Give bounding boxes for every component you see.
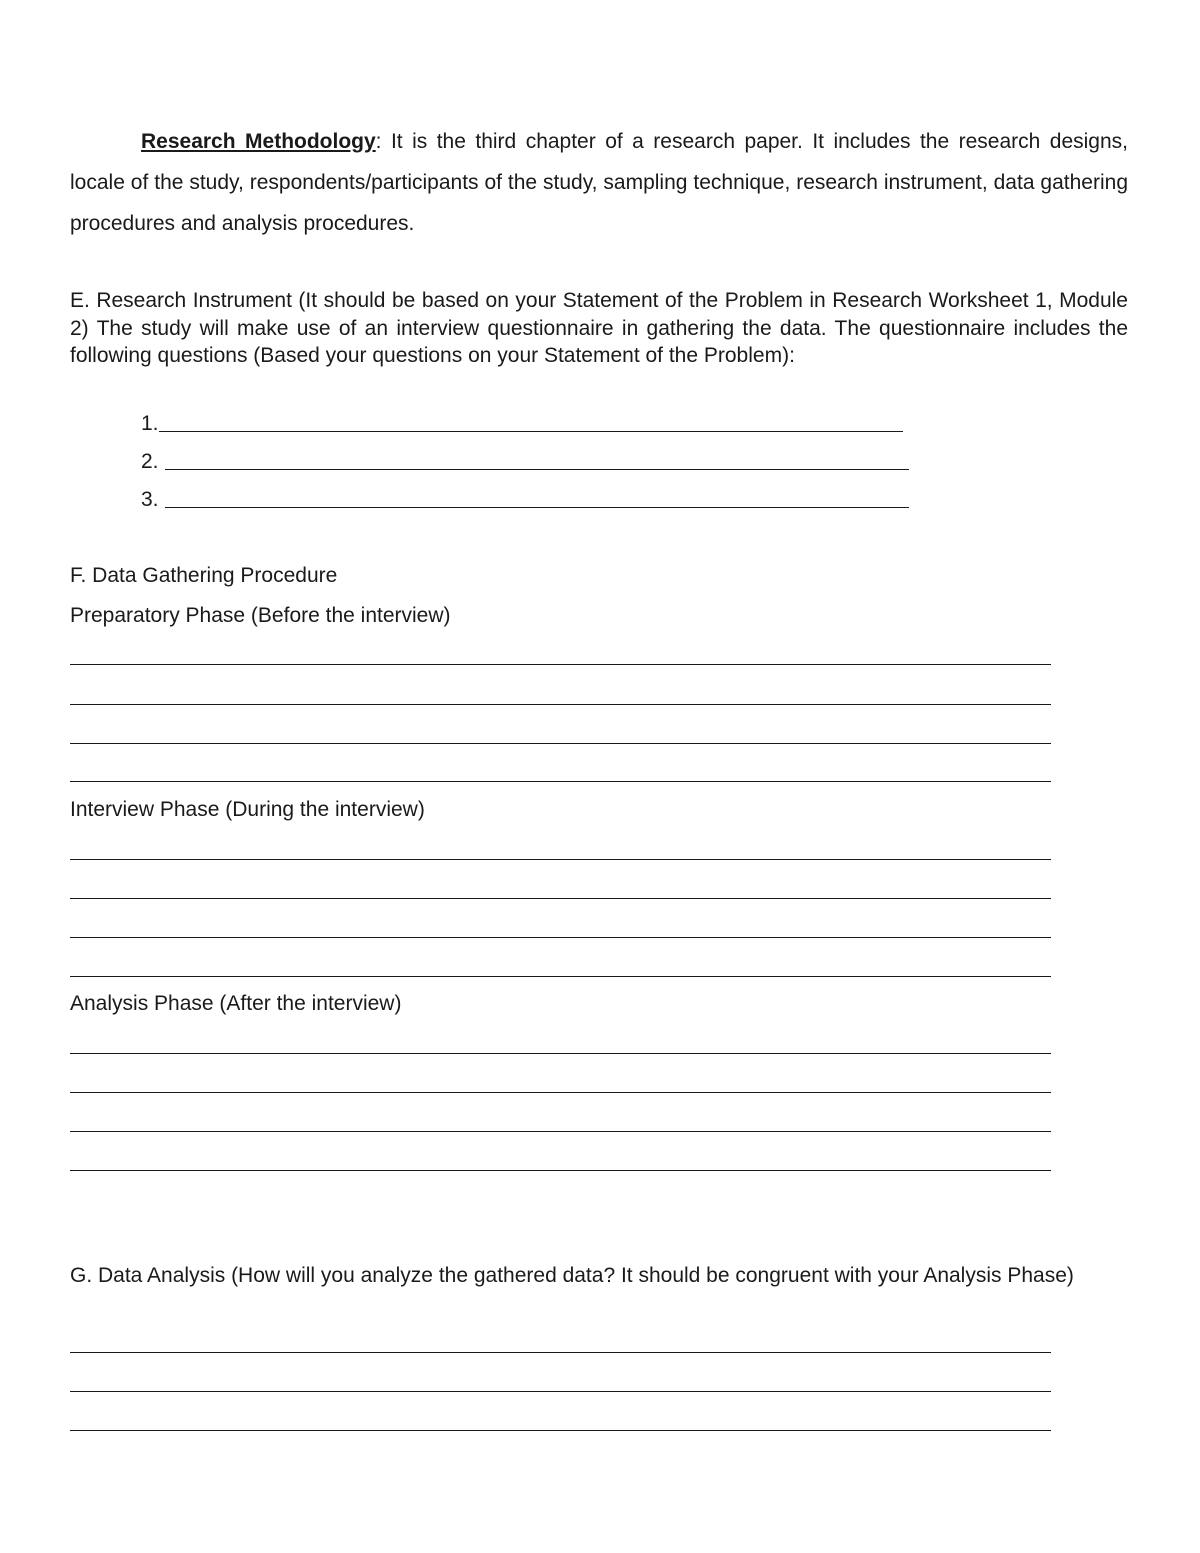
answer-line[interactable] [70,1430,1051,1431]
answer-line[interactable] [70,976,1051,977]
answer-line[interactable] [70,937,1051,938]
worksheet-page [70,0,1128,1553]
phase-label-preparatory: Preparatory Phase (Before the interview) [70,604,451,627]
answer-line[interactable] [70,743,1051,744]
section-e-instructions: E. Research Instrument (It should be based on your Statement of the Problem in Research Worksheet 1, Module 2) The study will make use of an interview questionnaire in gathering the data. The questionnaire includes the following questions (Based your questions on your Statement of the Problem): [70,289,1128,367]
question-list [141,405,909,519]
intro-text: : It is the third chapter of a research paper. It includes the research designs, locale of the study, respondents/participants of the study, sampling technique, research instrument, data gathering procedures and analysis procedures. [70,130,1128,235]
question-item[interactable] [141,405,909,443]
intro-term: Research Methodology [141,130,376,153]
answer-line[interactable] [70,1131,1051,1132]
question-item[interactable] [141,443,909,481]
answer-blank[interactable] [165,469,909,470]
answer-line[interactable] [70,1053,1051,1054]
answer-line[interactable] [70,898,1051,899]
answer-line[interactable] [70,704,1051,705]
phase-label-analysis: Analysis Phase (After the interview) [70,992,402,1015]
answer-line[interactable] [70,1391,1051,1392]
intro-paragraph [70,121,1128,244]
answer-line[interactable] [70,1170,1051,1171]
answer-blank[interactable] [159,431,903,432]
section-f-title: F. Data Gathering Procedure [70,564,338,587]
answer-line[interactable] [70,1352,1051,1353]
section-g-instructions: G. Data Analysis (How will you analyze the gathered data? It should be congruent with your Analysis Phase) [70,1264,1074,1287]
answer-line[interactable] [70,1092,1051,1093]
answer-blank[interactable] [165,507,909,508]
answer-line[interactable] [70,859,1051,860]
question-number: 2. [141,450,159,473]
answer-line[interactable] [70,781,1051,782]
question-item[interactable] [141,481,909,519]
answer-line[interactable] [70,664,1051,665]
phase-label-interview: Interview Phase (During the interview) [70,798,425,821]
question-number: 3. [141,488,159,511]
question-number: 1. [141,412,159,435]
